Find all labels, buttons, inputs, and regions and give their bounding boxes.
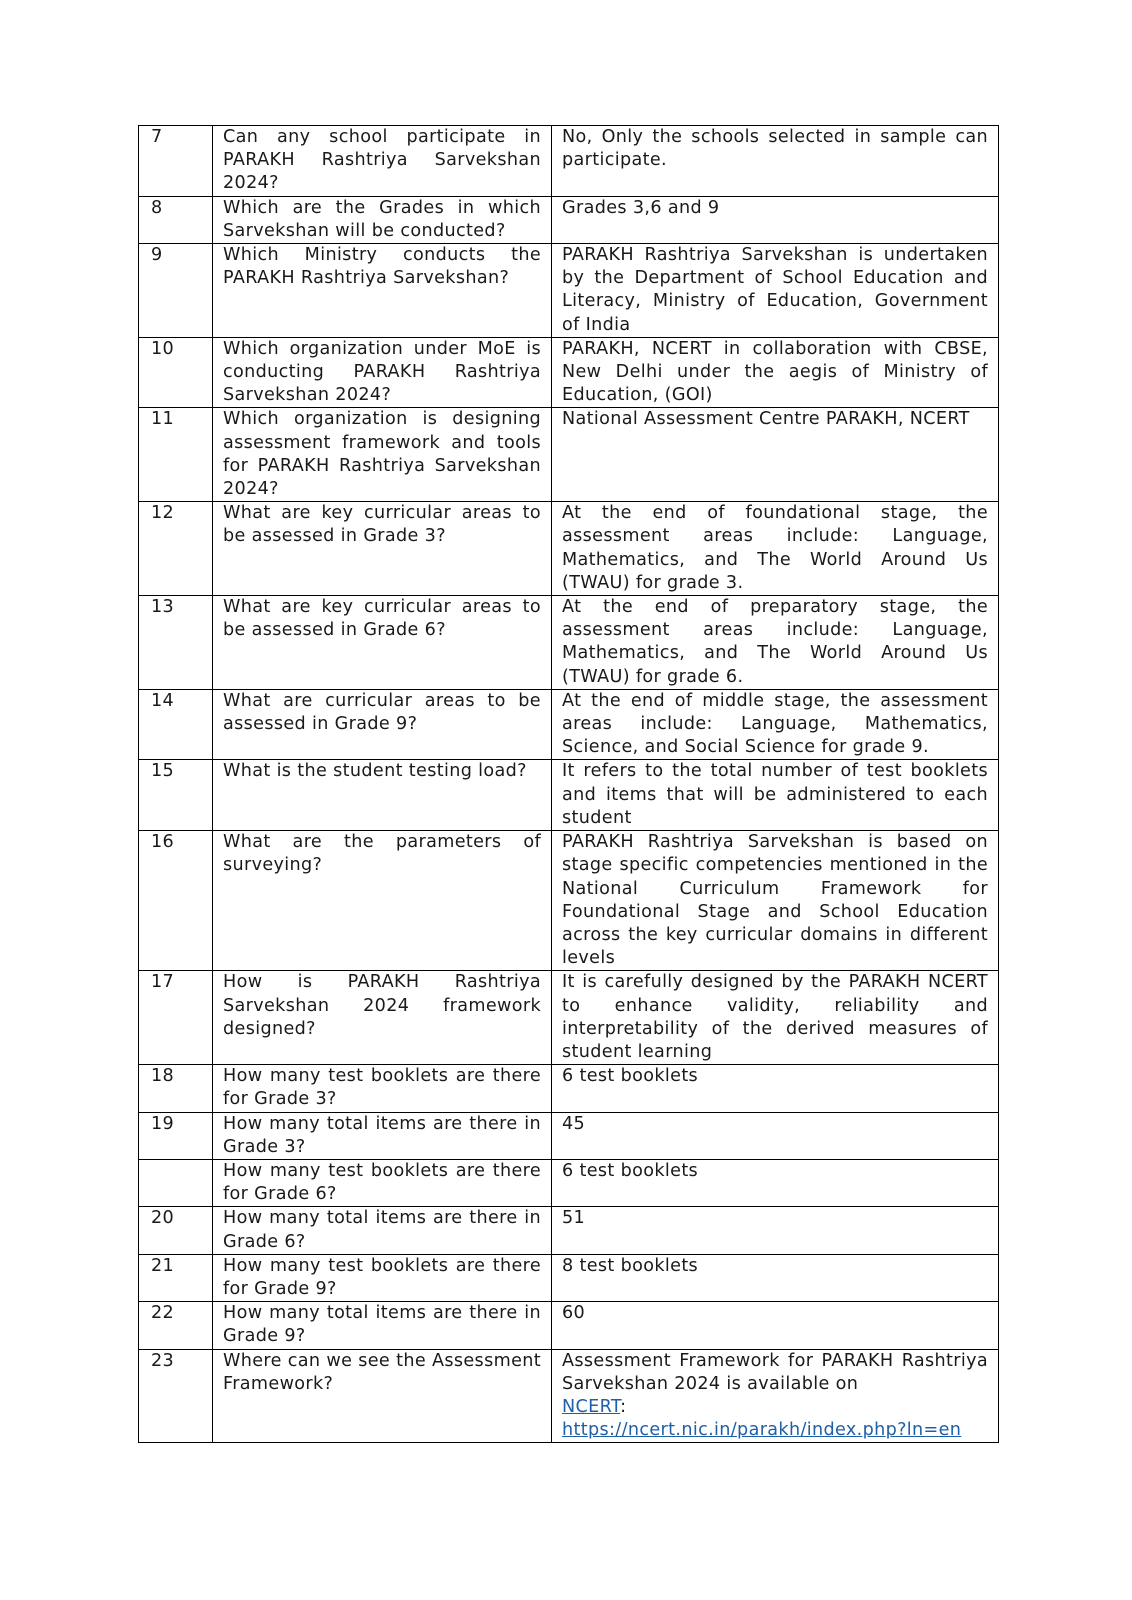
table-row [139,689,999,760]
question-cell: Which organization under MoE is conducting PARAKH Rashtriya Sarvekshan 2024? [213,337,552,408]
answer-text: Assessment Framework for PARAKH Rashtriya Sarvekshan 2024 is available on [562,1350,988,1394]
question-cell: Where can we see the Assessment Framework? [213,1349,552,1443]
row-number: 14 [139,689,213,760]
answer-cell: It is carefully designed by the PARAKH NCERT to enhance validity, reliability and interpretability of the derived measures of student learning [552,971,999,1065]
question-cell: How many test booklets are there for Grade 6? [213,1159,552,1206]
row-number: 23 [139,1349,213,1443]
answer-cell: No, Only the schools selected in sample can participate. [552,126,999,197]
table-row [139,971,999,1065]
table-row [139,596,999,690]
answer-cell [552,1349,999,1443]
question-cell: Which are the Grades in which Sarvekshan will be conducted? [213,196,552,243]
question-cell: How many total items are there in Grade 9? [213,1302,552,1349]
table-row [139,408,999,502]
answer-cell: National Assessment Centre PARAKH, NCERT [552,408,999,502]
row-number: 8 [139,196,213,243]
table-row [139,760,999,831]
row-number: 10 [139,337,213,408]
link-separator: : [620,1396,627,1417]
table-row [139,244,999,338]
answer-cell: At the end of middle stage, the assessment areas include: Language, Mathematics, Science, and Social Science for grade 9. [552,689,999,760]
row-number: 11 [139,408,213,502]
question-cell: How is PARAKH Rashtriya Sarvekshan 2024 framework designed? [213,971,552,1065]
answer-cell: 45 [552,1112,999,1159]
table-row [139,337,999,408]
question-cell: Which organization is designing assessment framework and tools for PARAKH Rashtriya Sarvekshan 2024? [213,408,552,502]
question-cell: Which Ministry conducts the PARAKH Rashtriya Sarvekshan? [213,244,552,338]
framework-url-link[interactable]: https://ncert.nic.in/parakh/index.php?ln=en [562,1420,962,1441]
answer-cell: 60 [552,1302,999,1349]
question-cell: What are curricular areas to be assessed in Grade 9? [213,689,552,760]
table-row [139,1254,999,1301]
answer-cell: PARAKH Rashtriya Sarvekshan is undertaken by the Department of School Education and Literacy, Ministry of Education, Government of India [552,244,999,338]
faq-table-body [139,126,999,1443]
table-row [139,126,999,197]
table-row [139,1112,999,1159]
question-cell: What are key curricular areas to be assessed in Grade 3? [213,502,552,596]
row-number: 13 [139,596,213,690]
row-number: 18 [139,1065,213,1112]
question-cell: How many total items are there in Grade 6? [213,1207,552,1254]
question-cell: What is the student testing load? [213,760,552,831]
row-number: 22 [139,1302,213,1349]
table-row [139,1207,999,1254]
answer-cell: PARAKH Rashtriya Sarvekshan is based on stage specific competencies mentioned in the National Curriculum Framework for Foundational Stage and School Education across the key curricular domains in different levels [552,831,999,971]
row-number: 9 [139,244,213,338]
question-cell: Can any school participate in PARAKH Rashtriya Sarvekshan 2024? [213,126,552,197]
answer-cell: 6 test booklets [552,1159,999,1206]
answer-cell: PARAKH, NCERT in collaboration with CBSE, New Delhi under the aegis of Ministry of Education, (GOI) [552,337,999,408]
answer-cell: At the end of foundational stage, the assessment areas include: Language, Mathematics, and The World Around Us (TWAU) for grade 3. [552,502,999,596]
table-row [139,1065,999,1112]
table-row [139,1302,999,1349]
table-row [139,196,999,243]
table-row [139,502,999,596]
table-row [139,831,999,971]
answer-cell: It refers to the total number of test booklets and items that will be administered to each student [552,760,999,831]
row-number: 12 [139,502,213,596]
answer-cell: 6 test booklets [552,1065,999,1112]
row-number: 20 [139,1207,213,1254]
row-number: 7 [139,126,213,197]
row-number: 21 [139,1254,213,1301]
row-number: 16 [139,831,213,971]
row-number: 15 [139,760,213,831]
question-cell: How many test booklets are there for Grade 9? [213,1254,552,1301]
row-number: 19 [139,1112,213,1159]
ncert-link[interactable]: NCERT [562,1396,621,1417]
answer-cell: At the end of preparatory stage, the assessment areas include: Language, Mathematics, and The World Around Us (TWAU) for grade 6. [552,596,999,690]
row-number [139,1159,213,1206]
answer-cell: 8 test booklets [552,1254,999,1301]
question-cell: How many total items are there in Grade 3? [213,1112,552,1159]
faq-table [138,125,999,1443]
question-cell: How many test booklets are there for Grade 3? [213,1065,552,1112]
table-row [139,1159,999,1206]
question-cell: What are the parameters of surveying? [213,831,552,971]
table-row [139,1349,999,1443]
answer-cell: 51 [552,1207,999,1254]
question-cell: What are key curricular areas to be assessed in Grade 6? [213,596,552,690]
row-number: 17 [139,971,213,1065]
answer-cell: Grades 3,6 and 9 [552,196,999,243]
